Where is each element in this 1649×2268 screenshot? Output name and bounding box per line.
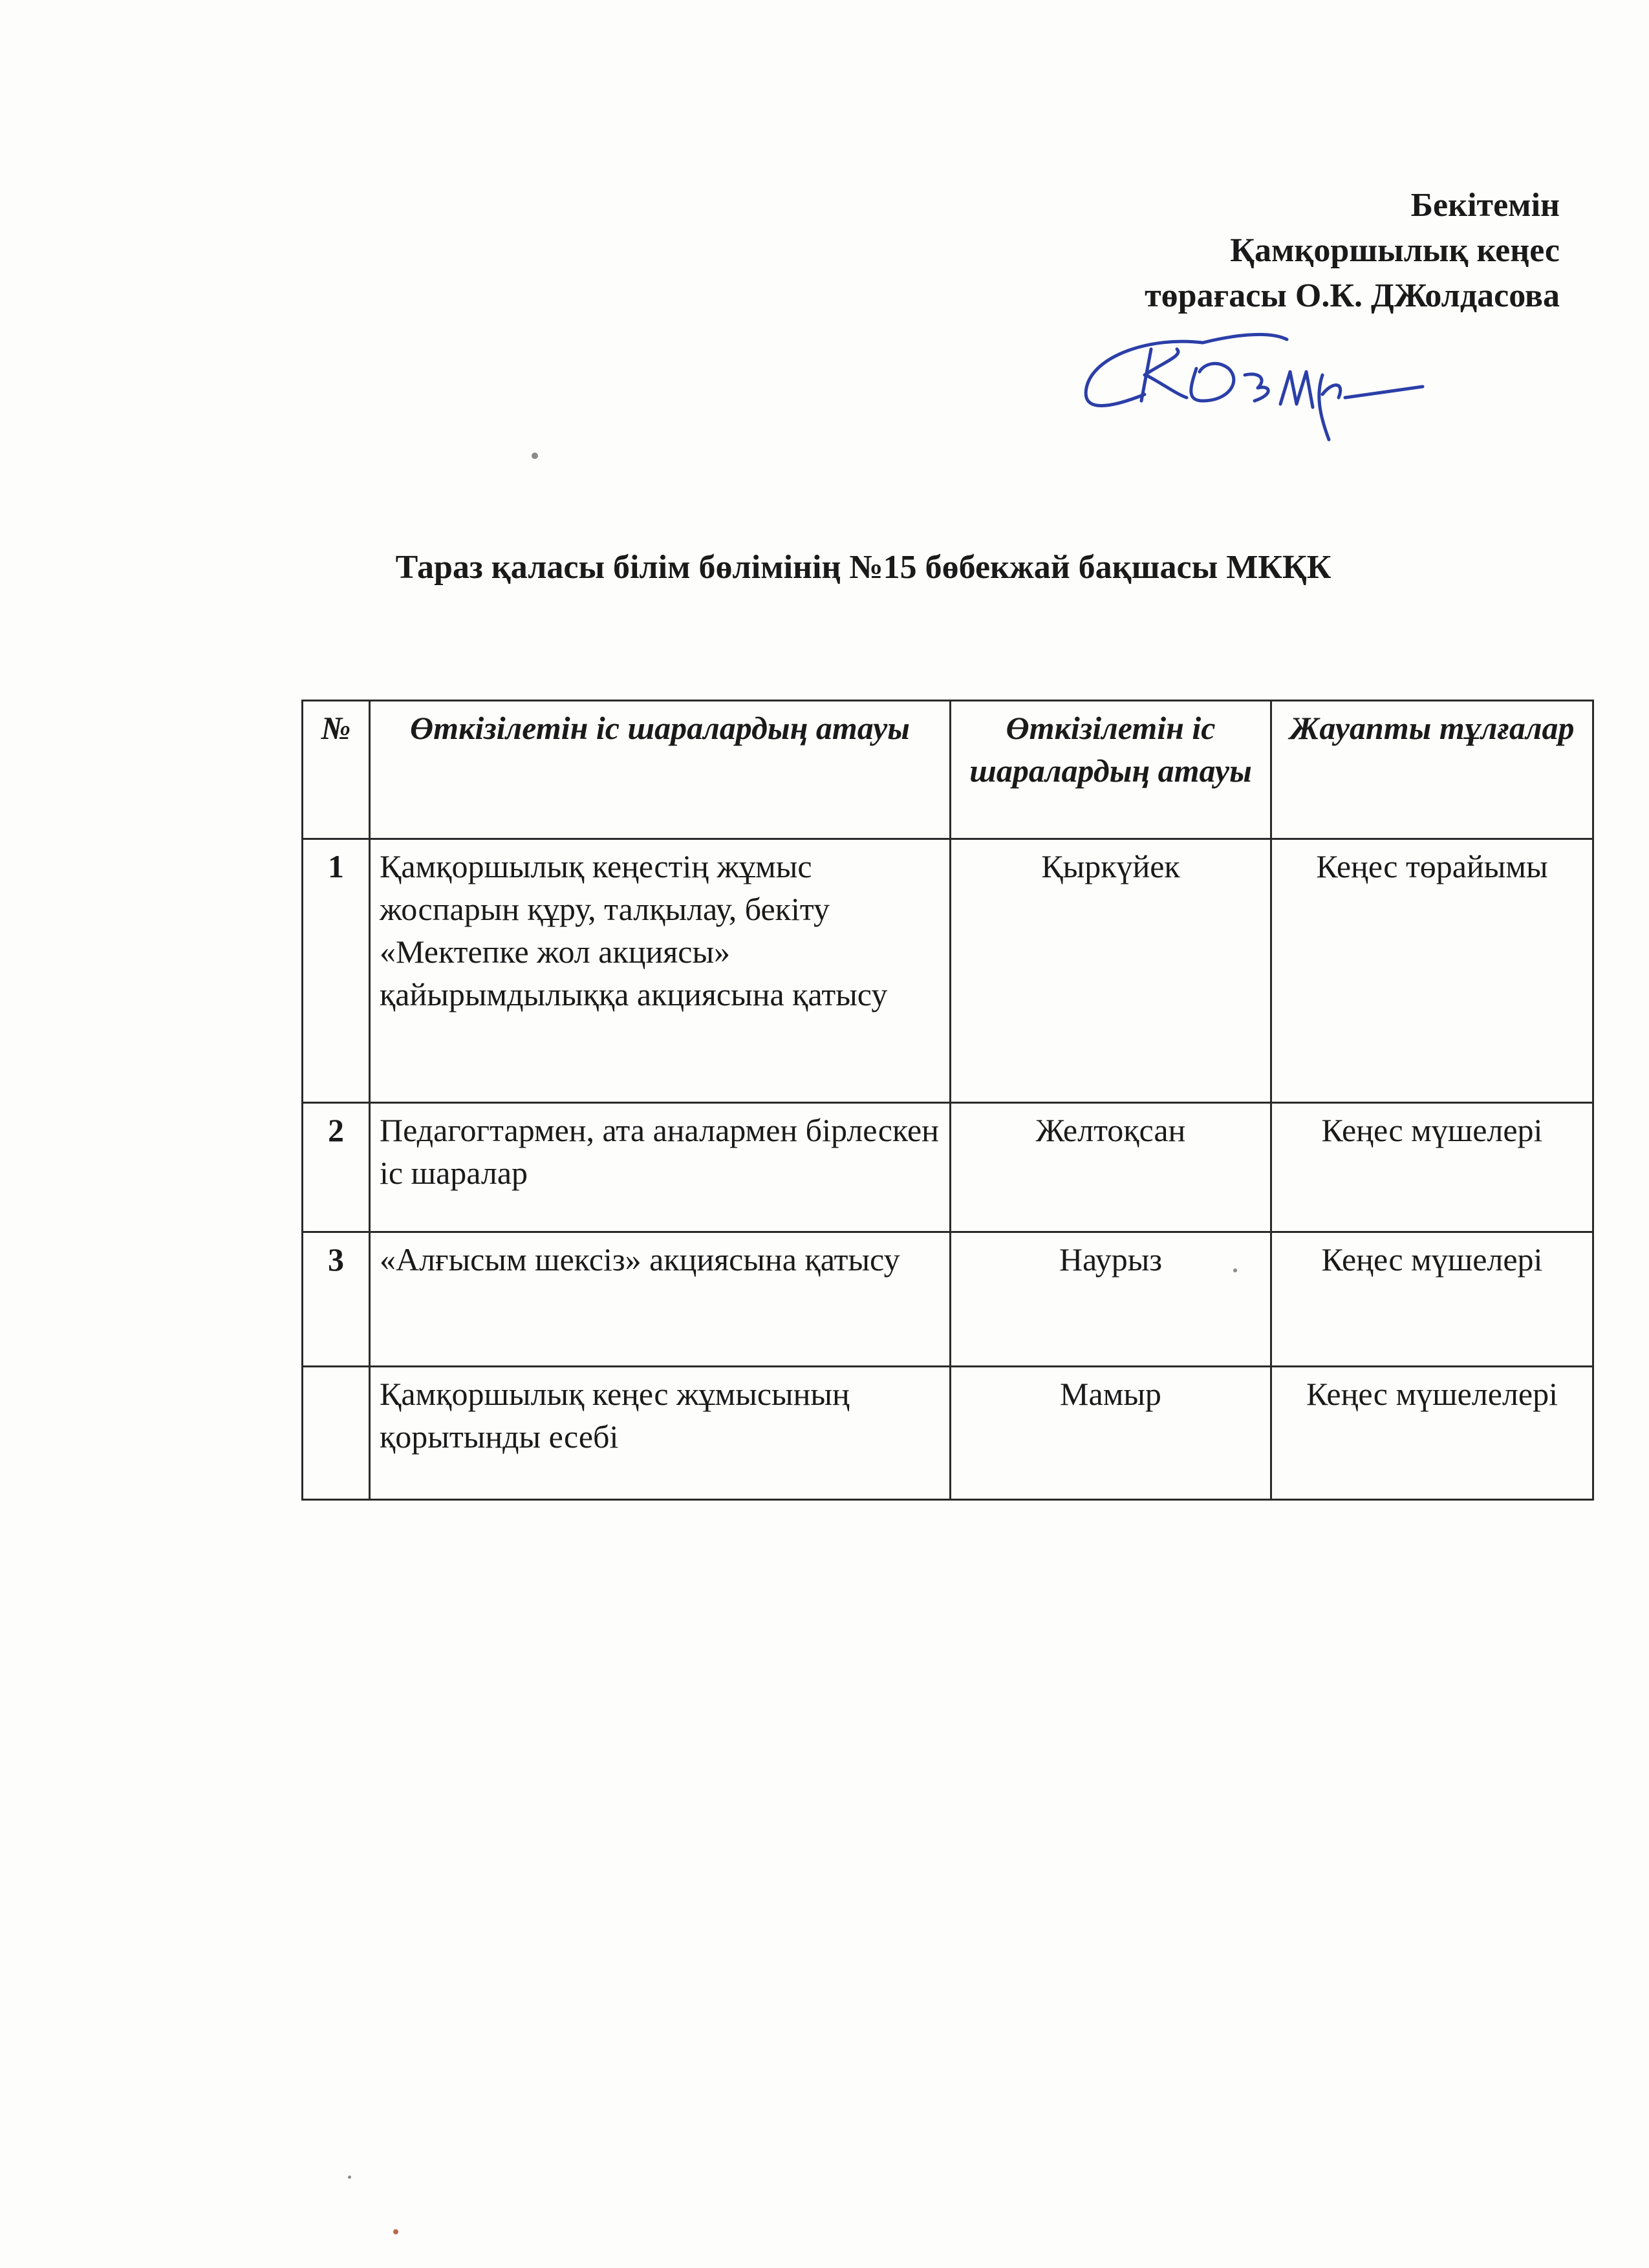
header-responsible: Жауапты тұлғалар	[1271, 701, 1593, 839]
row-date: Желтоқсан	[951, 1103, 1271, 1232]
table-row	[303, 839, 1593, 1103]
row-event: Қамқоршылық кеңестің жұмыс жоспарын құру, талқылау, бекіту «Мектепке жол акциясы» қайырымдылыққа акциясына қатысу	[370, 839, 951, 1103]
scan-speck	[1233, 1268, 1237, 1272]
row-num: 2	[303, 1103, 370, 1232]
header-date: Өткізілетін іс шаралардың атауы	[951, 701, 1271, 839]
row-date: Наурыз	[951, 1232, 1271, 1367]
row-responsible: Кеңес мүшелері	[1271, 1103, 1593, 1232]
row-responsible: Кеңес мүшелері	[1271, 1232, 1593, 1367]
scan-speck	[532, 453, 538, 459]
table-header-row	[303, 701, 1593, 839]
approval-line-1: Бекітемін	[1410, 187, 1560, 224]
table-row	[303, 1232, 1593, 1367]
row-date: Мамыр	[951, 1367, 1271, 1500]
events-table	[301, 700, 1594, 1501]
approval-line-2: Қамқоршылық кеңес	[1230, 232, 1560, 269]
row-responsible: Кеңес мүшелелері	[1271, 1367, 1593, 1500]
header-event: Өткізілетін іс шаралардың атауы	[370, 701, 951, 839]
approval-block	[1145, 183, 1560, 319]
handwritten-signature	[1073, 310, 1436, 446]
table-row	[303, 1367, 1593, 1500]
row-event: Педагогтармен, ата аналармен бірлескен іс шаралар	[370, 1103, 951, 1232]
row-responsible: Кеңес төрайымы	[1271, 839, 1593, 1103]
scan-speck	[348, 2176, 351, 2179]
row-num	[303, 1367, 370, 1500]
table-row	[303, 1103, 1593, 1232]
header-num: №	[303, 701, 370, 839]
row-event: Қамқоршылық кеңес жұмысының қорытынды есебі	[370, 1367, 951, 1500]
approval-line-3: төрағасы О.К. ДЖолдасова	[1145, 277, 1560, 314]
row-num: 1	[303, 839, 370, 1103]
row-event: «Алғысым шексіз» акциясына қатысу	[370, 1232, 951, 1367]
scan-speck	[393, 2229, 398, 2234]
row-date: Қыркүйек	[951, 839, 1271, 1103]
document-title: Тараз қаласы білім бөлімінің №15 бөбекжай бақшасы МКҚК	[395, 549, 1331, 586]
row-num: 3	[303, 1232, 370, 1367]
